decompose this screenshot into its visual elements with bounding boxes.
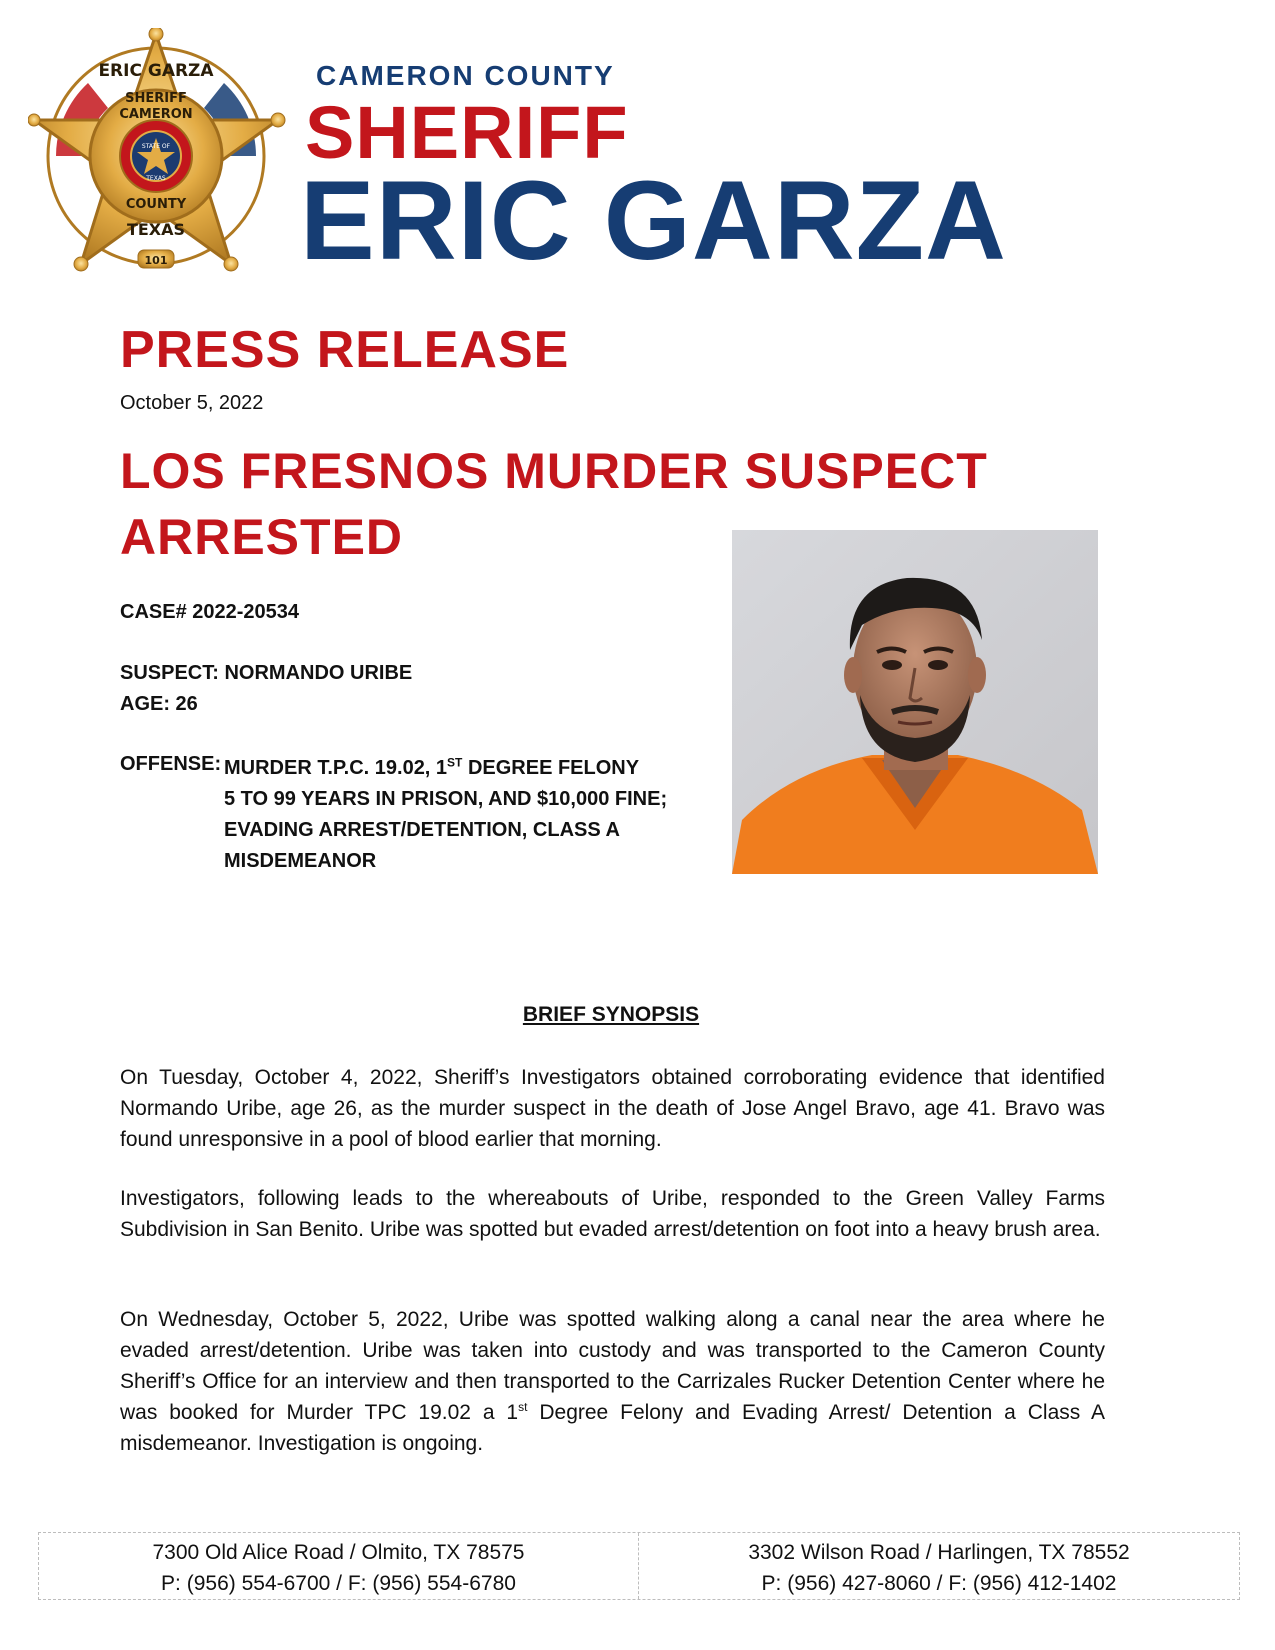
case-number: CASE# 2022-20534 bbox=[120, 601, 300, 623]
footer-phone-right: P: (956) 427-8060 / F: (956) 412-1402 bbox=[761, 1572, 1117, 1595]
badge-text-number: 101 bbox=[144, 254, 168, 267]
county-name: CAMERON COUNTY bbox=[316, 60, 615, 91]
offense-line-2: 5 TO 99 YEARS IN PRISON, AND $10,000 FINE; bbox=[224, 788, 668, 810]
offense-line-3: EVADING ARREST/DETENTION, CLASS A bbox=[224, 819, 620, 841]
badge-text-seal-texas: TEXAS bbox=[146, 175, 166, 182]
sheriff-name: ERIC GARZA bbox=[300, 158, 1007, 283]
press-release-label: PRESS RELEASE bbox=[120, 321, 570, 379]
footer-address-left: 7300 Old Alice Road / Olmito, TX 78575 bbox=[152, 1541, 525, 1564]
footer-olmito-office bbox=[39, 1533, 639, 1599]
footer-contact-table bbox=[38, 1532, 1240, 1600]
sheriff-badge-logo bbox=[28, 28, 298, 286]
suspect-name: SUSPECT: NORMANDO URIBE bbox=[120, 662, 413, 684]
headline-line-2: ARRESTED bbox=[120, 509, 404, 565]
suspect-mugshot-photo bbox=[732, 530, 1098, 874]
sheriff-title: SHERIFF bbox=[305, 91, 629, 174]
badge-text-sheriff: SHERIFF bbox=[125, 91, 187, 106]
synopsis-paragraph-1: On Tuesday, October 4, 2022, Sheriff’s Investigators obtained corroborating evidence that identified Normando Uribe, age 26, as the murder suspect in the death of Jose Angel Bravo, age 41. Bravo was found unresponsive in a pool of blood earlier that morning. bbox=[120, 1066, 1105, 1151]
badge-text-county: COUNTY bbox=[125, 197, 187, 212]
synopsis-paragraph-2: Investigators, following leads to the whereabouts of Uribe, responded to the Green Valley Farms Subdivision in San Benito. Uribe was spotted but evaded arrest/detention on foot into a heavy brush area. bbox=[120, 1187, 1105, 1241]
footer-address-right: 3302 Wilson Road / Harlingen, TX 78552 bbox=[748, 1541, 1130, 1564]
badge-text-cameron: CAMERON bbox=[119, 107, 193, 122]
offense-list bbox=[224, 753, 704, 877]
badge-text-texas: TEXAS bbox=[126, 220, 186, 239]
synopsis-title: BRIEF SYNOPSIS bbox=[522, 1003, 700, 1026]
headline-line-1: LOS FRESNOS MURDER SUSPECT bbox=[120, 443, 988, 499]
badge-text-name: ERIC GARZA bbox=[98, 61, 214, 81]
suspect-age: AGE: 26 bbox=[120, 693, 198, 715]
release-date: October 5, 2022 bbox=[120, 392, 264, 414]
footer-harlingen-office bbox=[639, 1533, 1239, 1599]
offense-label: OFFENSE: bbox=[120, 753, 222, 775]
offense-line-4: MISDEMEANOR bbox=[224, 850, 377, 872]
badge-text-state-of: STATE OF bbox=[141, 143, 171, 150]
footer-phone-left: P: (956) 554-6700 / F: (956) 554-6780 bbox=[161, 1572, 516, 1595]
offense-line-1: MURDER T.P.C. 19.02, 1ST DEGREE FELONY bbox=[224, 755, 640, 779]
synopsis-paragraph-3: On Wednesday, October 5, 2022, Uribe was spotted walking along a canal near the area where he evaded arrest/detention. Uribe was taken into custody and was transported to the Cameron County Sheriff’s Office for an interview and then transported to the Carrizales Rucker Detention Center where he was booked for Murder TPC 19.02 a 1st Degree Felony and Evading Arrest/ Detention a Class A misdemeanor. Investigation is ongoing. bbox=[120, 1308, 1106, 1455]
